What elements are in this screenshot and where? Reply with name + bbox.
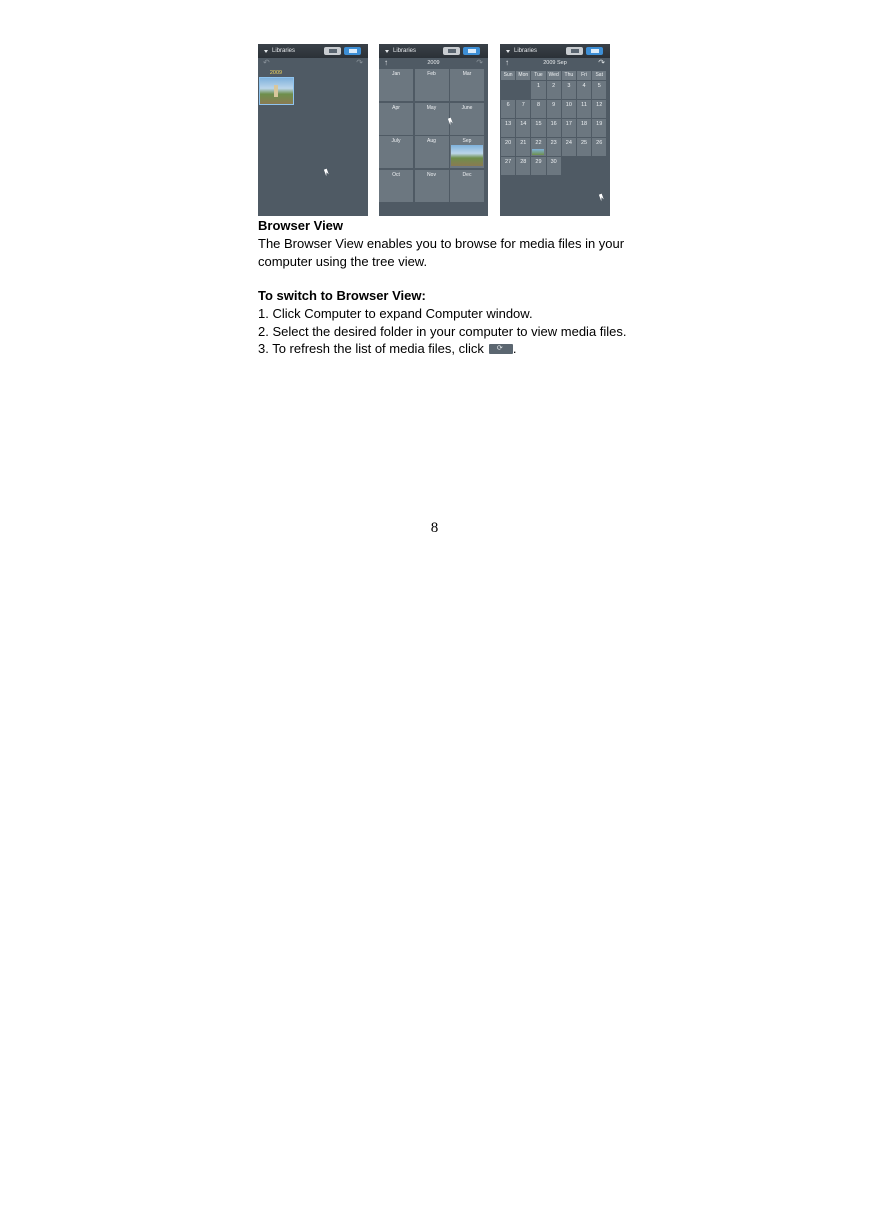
day-number: 27 [505,159,512,165]
libraries-month-view-screenshot [379,44,488,216]
weekday-header: Sun [501,71,515,80]
weekday-header: Sat [592,71,606,80]
day-cell [501,100,515,118]
day-cell [516,157,530,175]
day-cell [592,100,606,118]
folder-view-button [443,47,460,55]
libraries-header [500,44,610,58]
step-text: 3. To refresh the list of media files, click [258,341,484,356]
month-cell: Mar [450,69,484,101]
day-number: 23 [550,140,557,146]
day-number: 28 [520,159,527,165]
day-number: 26 [596,140,603,146]
day-number: 29 [535,159,542,165]
navigation-bar [258,58,368,68]
month-cell: Dec [450,170,484,202]
month-cell: Apr [379,103,413,135]
day-number: 11 [581,102,587,108]
day-number: 15 [535,121,542,127]
day-number: 17 [565,121,572,127]
section-title: Browser View [258,218,344,233]
back-arrow-icon: ↶ [263,58,270,67]
section-description: The Browser View enables you to browse for media files in your computer using the tree view. [258,236,625,269]
weekday-header: Thu [562,71,576,80]
month-grid [379,69,485,202]
step-punctuation: . [512,341,517,356]
navigation-bar [379,58,488,68]
month-cell: Nov [415,170,449,202]
day-cell [531,100,545,118]
day-cell [516,100,530,118]
day-number: 30 [550,159,557,165]
day-cell [547,157,561,175]
step-item [258,340,678,358]
day-cell [577,138,591,156]
month-cell: Jan [379,69,413,101]
day-cell [501,138,515,156]
month-cell: Feb [415,69,449,101]
day-number: 22 [535,140,542,146]
collapse-triangle-icon [264,50,268,53]
day-number: 5 [597,83,601,89]
up-arrow-icon: ↑ [505,58,509,67]
day-number: 12 [596,102,603,108]
libraries-header [258,44,368,58]
month-title: 2009 Sep [543,60,567,66]
day-number: 2 [552,83,556,89]
day-number: 20 [505,140,512,146]
navigation-bar [500,58,610,68]
steps-list [258,305,678,358]
day-cell [577,119,591,137]
day-cell [531,81,545,99]
month-label: Sep [462,138,472,144]
day-cell [547,119,561,137]
empty-day-cell [501,81,515,99]
day-number: 7 [521,102,525,108]
day-number: 3 [567,83,571,89]
day-cell [516,119,530,137]
year-label: 2009 [269,70,283,76]
day-number: 10 [565,102,572,108]
month-cell: Aug [415,136,449,168]
forward-arrow-icon: ↷ [598,58,605,67]
mouse-pointer-icon [599,194,604,202]
day-cell [531,119,545,137]
steps-heading: To switch to Browser View: [258,288,426,303]
libraries-day-view-screenshot [500,44,610,216]
empty-day-cell [516,81,530,99]
mouse-pointer-icon [324,169,329,177]
month-cell: May [415,103,449,135]
day-number: 24 [565,140,572,146]
day-cell [562,138,576,156]
day-number: 9 [552,102,556,108]
up-arrow-icon: ↑ [384,58,388,67]
day-cell [547,81,561,99]
day-cell [501,157,515,175]
day-cell [577,81,591,99]
libraries-label: Libraries [272,48,296,54]
day-number: 13 [505,121,512,127]
day-cell [562,100,576,118]
day-number: 21 [520,140,527,146]
day-grid [501,71,608,175]
month-cell: Oct [379,170,413,202]
folder-view-button [324,47,341,55]
day-cell [592,81,606,99]
day-cell [577,100,591,118]
day-cell [531,157,545,175]
year-title: 2009 [427,60,440,66]
collapse-triangle-icon [385,50,389,53]
step-item: 2. Select the desired folder in your computer to view media files. [258,323,627,339]
day-cell [562,119,576,137]
day-cell [516,138,530,156]
month-cell-with-photo [450,136,484,168]
calendar-view-button [344,47,361,55]
libraries-header [379,44,488,58]
libraries-label: Libraries [393,48,417,54]
day-cell [592,138,606,156]
day-number: 16 [550,121,557,127]
weekday-header: Tue [531,71,545,80]
month-cell: June [450,103,484,135]
forward-arrow-icon: ↷ [356,58,363,67]
day-cell [562,81,576,99]
page-number: 8 [430,520,439,536]
day-number: 6 [506,102,510,108]
day-number: 19 [596,121,603,127]
photo-thumbnail [259,77,294,105]
day-number: 8 [536,102,540,108]
day-cell [501,119,515,137]
forward-arrow-icon: ↷ [476,58,483,67]
weekday-header: Fri [577,71,591,80]
day-number: 25 [580,140,588,146]
day-cell [531,138,545,156]
folder-view-button [566,47,583,55]
calendar-view-button [463,47,480,55]
month-cell: July [379,136,413,168]
refresh-icon: ⟳ [489,344,513,354]
weekday-header: Mon [516,71,530,80]
weekday-header: Wed [548,72,559,78]
libraries-year-view-screenshot [258,44,368,216]
collapse-triangle-icon [506,50,510,53]
day-cell [547,100,561,118]
step-item: 1. Click Computer to expand Computer window. [258,306,533,321]
calendar-view-button [586,47,603,55]
photo-thumbnail [532,149,544,155]
photo-thumbnail [451,145,483,166]
day-cell [547,138,561,156]
day-number: 4 [582,83,586,89]
day-number: 18 [580,121,588,127]
day-number: 1 [536,83,540,89]
libraries-label: Libraries [514,48,538,54]
day-cell [592,119,606,137]
day-number: 14 [520,121,527,127]
